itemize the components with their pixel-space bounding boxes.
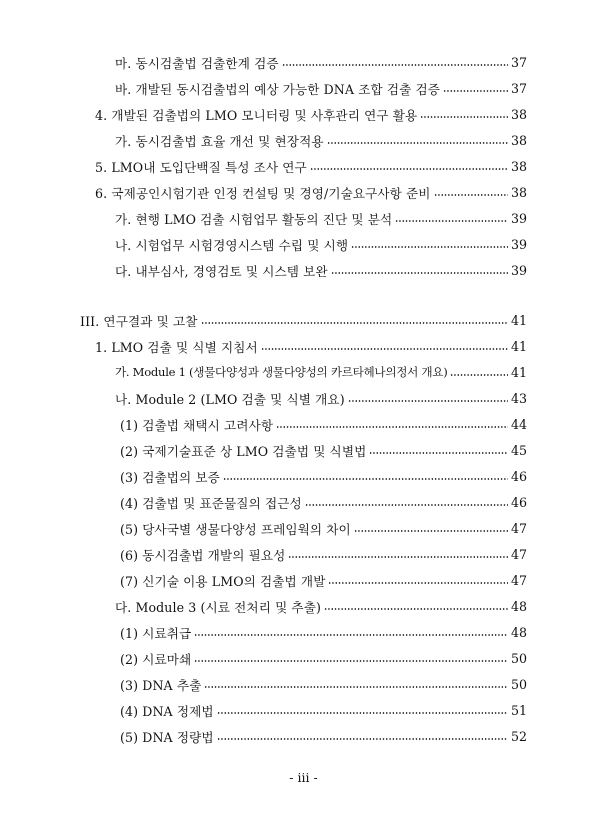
toc-entry-title: (7) 신기술 이용 LMO의 검출법 개발 bbox=[120, 573, 326, 589]
toc-entry-page: 52 bbox=[510, 728, 527, 744]
dot-leader bbox=[395, 220, 508, 222]
toc-entry bbox=[95, 334, 527, 358]
toc-entry-page: 41 bbox=[510, 312, 527, 328]
toc-entry-title: (4) DNA 정제법 bbox=[120, 703, 214, 719]
toc-entry-title: 다. Module 3 (시료 전처리 및 추출) bbox=[115, 599, 321, 615]
toc-entry bbox=[120, 542, 527, 566]
dot-leader bbox=[331, 272, 508, 274]
toc-entry-page: 37 bbox=[510, 54, 527, 70]
toc-entry-title: (2) 국제기술표준 상 LMO 검출법 및 식별법 bbox=[120, 443, 367, 459]
toc-entry bbox=[95, 102, 527, 126]
toc-entry-page: 50 bbox=[510, 650, 527, 666]
toc-entry-title: 가. Module 1 (생물다양성과 생물다양성의 카르타헤나의정서 개요) bbox=[115, 365, 448, 379]
toc-entry-title: (1) 시료취급 bbox=[120, 625, 192, 641]
toc-entry-title: (3) DNA 추출 bbox=[120, 677, 202, 693]
toc-entry bbox=[95, 180, 527, 204]
toc-entry-title: 4. 개발된 검출법의 LMO 모니터링 및 사후관리 연구 활용 bbox=[95, 107, 418, 123]
toc-entry-title: 나. 시험업무 시험경영시스템 수립 및 시행 bbox=[115, 237, 349, 253]
dot-leader bbox=[194, 634, 508, 636]
dot-leader bbox=[328, 582, 508, 584]
toc-entry-page: 41 bbox=[510, 364, 527, 380]
toc-entry bbox=[120, 516, 527, 540]
toc-entry-title: 1. LMO 검출 및 식별 지침서 bbox=[95, 339, 258, 355]
dot-leader bbox=[288, 556, 508, 558]
toc-entry bbox=[120, 490, 527, 514]
toc-entry-page: 46 bbox=[510, 494, 527, 510]
dot-leader bbox=[223, 478, 508, 480]
dot-leader bbox=[324, 608, 508, 610]
toc-entry-title: 나. Module 2 (LMO 검출 및 식별 개요) bbox=[115, 391, 345, 407]
toc-entry-title: (2) 시료마쇄 bbox=[120, 651, 192, 667]
toc-entry-title: III. 연구결과 및 고찰 bbox=[80, 313, 198, 329]
dot-leader bbox=[276, 426, 508, 428]
toc-chapter-entry bbox=[80, 308, 527, 332]
toc-entry-title: (1) 검출법 채택시 고려사항 bbox=[120, 417, 274, 433]
dot-leader bbox=[194, 660, 508, 662]
toc-entry-title: (5) 당사국별 생물다양성 프레임웍의 차이 bbox=[120, 521, 351, 537]
dot-leader bbox=[305, 504, 508, 506]
toc-entry-title: 5. LMO내 도입단백질 특성 조사 연구 bbox=[95, 159, 307, 175]
dot-leader bbox=[420, 116, 508, 118]
toc-entry bbox=[120, 464, 527, 488]
dot-leader bbox=[282, 64, 508, 66]
toc-entry-page: 47 bbox=[510, 572, 527, 588]
dot-leader bbox=[443, 90, 508, 92]
dot-leader bbox=[204, 686, 508, 688]
toc-entry-title: (6) 동시검출법 개발의 필요성 bbox=[120, 547, 286, 563]
toc-entry-page: 43 bbox=[510, 390, 527, 406]
dot-leader bbox=[348, 400, 508, 402]
toc-entry-page: 45 bbox=[510, 442, 527, 458]
toc-entry bbox=[115, 232, 527, 256]
toc-entry-title: (5) DNA 정량법 bbox=[120, 729, 214, 745]
toc-entry-page: 38 bbox=[510, 158, 527, 174]
toc-entry-title: 가. 동시검출법 효율 개선 및 현장적용 bbox=[115, 133, 324, 149]
toc-entry-page: 44 bbox=[510, 416, 527, 432]
toc-entry bbox=[120, 438, 527, 462]
toc-entry bbox=[120, 412, 527, 436]
toc-entry-page: 39 bbox=[510, 236, 527, 252]
toc-entry bbox=[120, 698, 527, 722]
dot-leader bbox=[310, 168, 508, 170]
toc-entry-title: 다. 내부심사, 경영검토 및 시스템 보완 bbox=[115, 263, 328, 279]
toc-entry bbox=[115, 128, 527, 152]
toc-entry bbox=[115, 594, 527, 618]
toc-entry bbox=[95, 154, 527, 178]
toc-entry bbox=[115, 386, 527, 410]
toc-entry-title: 마. 동시검출법 검출한계 검증 bbox=[115, 55, 279, 71]
dot-leader bbox=[327, 142, 508, 144]
toc-entry bbox=[120, 672, 527, 696]
toc-entry-page: 48 bbox=[510, 624, 527, 640]
toc-entry-page: 38 bbox=[510, 132, 527, 148]
dot-leader bbox=[369, 452, 508, 454]
toc-entry-page: 38 bbox=[510, 184, 527, 200]
toc-entry bbox=[115, 50, 527, 74]
toc-entry bbox=[115, 76, 527, 100]
toc-entry-page: 39 bbox=[510, 210, 527, 226]
toc-entry-page: 41 bbox=[510, 338, 527, 354]
dot-leader bbox=[217, 712, 508, 714]
dot-leader bbox=[217, 738, 508, 740]
dot-leader bbox=[261, 348, 508, 350]
dot-leader bbox=[351, 246, 508, 248]
toc-entry bbox=[120, 646, 527, 670]
dot-leader bbox=[450, 374, 508, 376]
toc-entry-page: 38 bbox=[510, 106, 527, 122]
toc-entry-title: (4) 검출법 및 표준물질의 접근성 bbox=[120, 495, 302, 511]
dot-leader bbox=[201, 322, 508, 324]
toc-entry bbox=[120, 620, 527, 644]
dot-leader bbox=[434, 194, 508, 196]
toc-entry-page: 51 bbox=[510, 702, 527, 718]
toc-entry bbox=[115, 206, 527, 230]
toc-entry-page: 37 bbox=[510, 80, 527, 96]
toc-entry-page: 39 bbox=[510, 262, 527, 278]
toc-entry bbox=[115, 258, 527, 282]
toc-entry-page: 47 bbox=[510, 546, 527, 562]
dot-leader bbox=[354, 530, 508, 532]
toc-entry-title: (3) 검출법의 보증 bbox=[120, 469, 220, 485]
toc-entry bbox=[120, 724, 527, 748]
toc-entry bbox=[115, 360, 527, 384]
toc-entry-title: 가. 현행 LMO 검출 시험업무 활동의 진단 및 분석 bbox=[115, 211, 393, 227]
toc-entry-title: 6. 국제공인시험기관 인정 컨설팅 및 경영/기술요구사항 준비 bbox=[95, 185, 431, 201]
toc-entry-page: 46 bbox=[510, 468, 527, 484]
toc-entry-page: 50 bbox=[510, 676, 527, 692]
toc-entry-page: 47 bbox=[510, 520, 527, 536]
page-number: - iii - bbox=[289, 770, 318, 785]
toc-entry bbox=[120, 568, 527, 592]
toc-entry-title: 바. 개발된 동시검출법의 예상 가능한 DNA 조합 검출 검증 bbox=[115, 81, 441, 97]
toc-entry-page: 48 bbox=[510, 598, 527, 614]
